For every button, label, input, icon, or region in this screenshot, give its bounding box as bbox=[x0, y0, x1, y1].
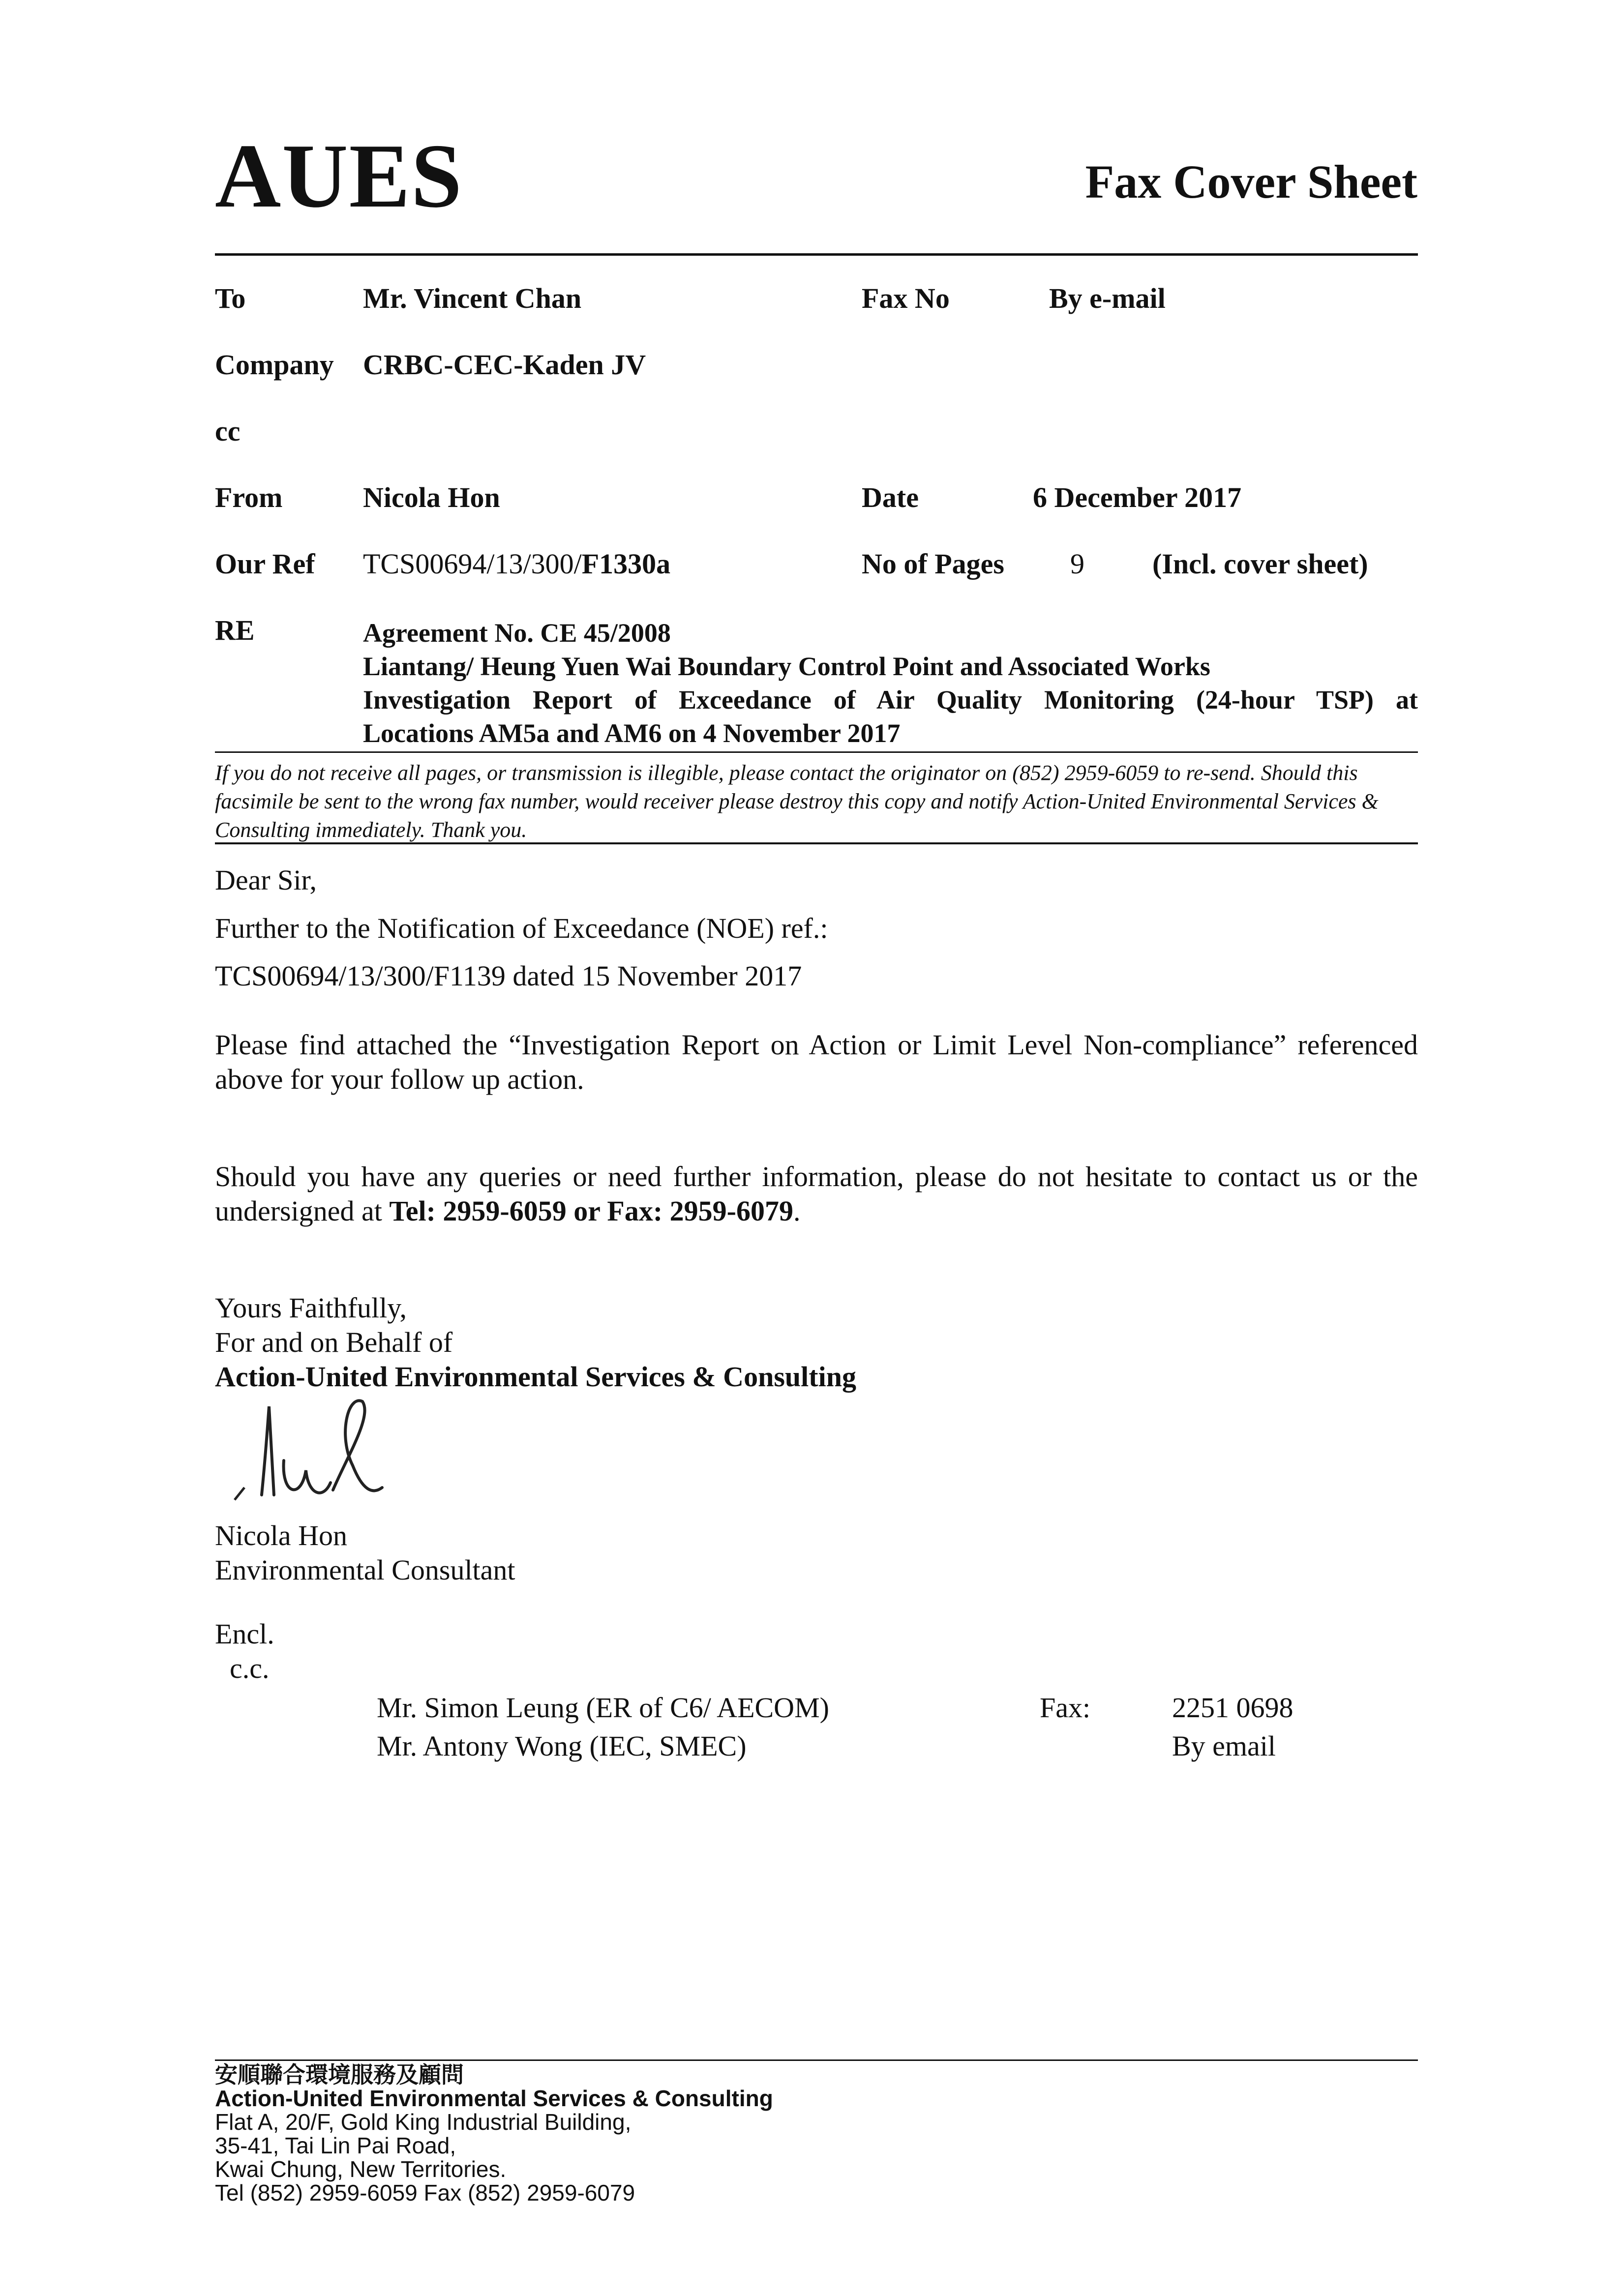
to-value: Mr. Vincent Chan bbox=[363, 282, 582, 314]
header-rule bbox=[215, 253, 1418, 256]
to-label: To bbox=[215, 282, 246, 314]
re-subject bbox=[363, 616, 1418, 750]
attachment-paragraph: Please find attached the “Investigation Report on Action or Limit Level Non-compliance” referenced above for your follow up action. bbox=[215, 1029, 1418, 1095]
cc-label: cc bbox=[215, 415, 241, 447]
footer-chinese-name: 安順聯合環境服務及顧問 bbox=[215, 2062, 464, 2087]
company-label: Company bbox=[215, 349, 334, 381]
signature-image bbox=[215, 1397, 441, 1510]
transmission-notice: If you do not receive all pages, or transmission is illegible, please contact the originator on (852) 2959-6059 to re-send. Should this facsimile be sent to the wrong fax number, would receiver please destroy this copy and notify Action-United Environmental Services & Consulting immediately. Thank you. bbox=[215, 761, 1379, 842]
from-label: From bbox=[215, 481, 283, 513]
re-line: Agreement No. CE 45/2008 bbox=[363, 618, 671, 648]
our-ref-prefix: TCS00694/13/300/ bbox=[363, 548, 582, 580]
contact-paragraph bbox=[215, 1160, 1418, 1228]
re-line: Liantang/ Heung Yuen Wai Boundary Control Point and Associated Works bbox=[363, 652, 1210, 681]
contact-end: . bbox=[793, 1195, 801, 1227]
cc-list-label: c.c. bbox=[230, 1652, 270, 1684]
date-value: 6 December 2017 bbox=[1033, 481, 1242, 513]
pages-label: No of Pages bbox=[862, 548, 1004, 580]
fax-no-label: Fax No bbox=[862, 282, 950, 314]
our-ref-label: Our Ref bbox=[215, 548, 315, 580]
our-ref-value bbox=[363, 550, 670, 578]
noe-reference: TCS00694/13/300/F1139 dated 15 November 2017 bbox=[215, 960, 802, 992]
salutation: Dear Sir, bbox=[215, 864, 317, 896]
our-ref-suffix: F1330a bbox=[581, 548, 671, 580]
footer-company: Action-United Environmental Services & Consulting bbox=[215, 2086, 773, 2111]
on-behalf: For and on Behalf of bbox=[215, 1326, 453, 1358]
from-value: Nicola Hon bbox=[363, 481, 500, 513]
re-line: Investigation Report of Exceedance of Air Quality Monitoring (24-hour TSP) at bbox=[363, 685, 1418, 715]
footer-address-line: 35-41, Tai Lin Pai Road, bbox=[215, 2133, 456, 2158]
cc-recipient: Mr. Antony Wong (IEC, SMEC) bbox=[377, 1730, 747, 1762]
enclosure-label: Encl. bbox=[215, 1618, 274, 1650]
date-label: Date bbox=[862, 481, 919, 513]
pages-note: (Incl. cover sheet) bbox=[1152, 548, 1368, 580]
re-label: RE bbox=[215, 614, 255, 646]
footer-address-line: Kwai Chung, New Territories. bbox=[215, 2156, 507, 2182]
notice-bottom-rule bbox=[215, 842, 1418, 844]
cc-fax-number: By email bbox=[1172, 1730, 1276, 1762]
contact-numbers: Tel: 2959-6059 or Fax: 2959-6079 bbox=[389, 1195, 793, 1227]
signer-name: Nicola Hon bbox=[215, 1520, 347, 1551]
footer-contact: Tel (852) 2959-6059 Fax (852) 2959-6079 bbox=[215, 2180, 635, 2206]
signatory-company: Action-United Environmental Services & Consulting bbox=[215, 1361, 856, 1393]
footer-rule bbox=[215, 2059, 1418, 2061]
cc-fax-number: 2251 0698 bbox=[1172, 1692, 1293, 1724]
pages-value: 9 bbox=[1070, 548, 1084, 580]
cc-recipient: Mr. Simon Leung (ER of C6/ AECOM) bbox=[377, 1692, 829, 1724]
cc-fax-label: Fax: bbox=[1040, 1692, 1091, 1724]
company-value: CRBC-CEC-Kaden JV bbox=[363, 349, 646, 381]
closing: Yours Faithfully, bbox=[215, 1292, 407, 1324]
noe-reference-intro: Further to the Notification of Exceedance (NOE) ref.: bbox=[215, 912, 828, 944]
document-title: Fax Cover Sheet bbox=[1085, 155, 1417, 208]
notice-top-rule bbox=[215, 751, 1418, 753]
company-logo: AUES bbox=[215, 125, 463, 227]
re-line: Locations AM5a and AM6 on 4 November 2017 bbox=[363, 718, 901, 748]
signer-title: Environmental Consultant bbox=[215, 1554, 515, 1586]
footer-address-line: Flat A, 20/F, Gold King Industrial Building, bbox=[215, 2109, 632, 2135]
contact-text: Should you have any queries or need further information, please do not hesitate to contact us or the undersigned at bbox=[215, 1161, 1418, 1227]
fax-no-value: By e-mail bbox=[1049, 282, 1166, 314]
